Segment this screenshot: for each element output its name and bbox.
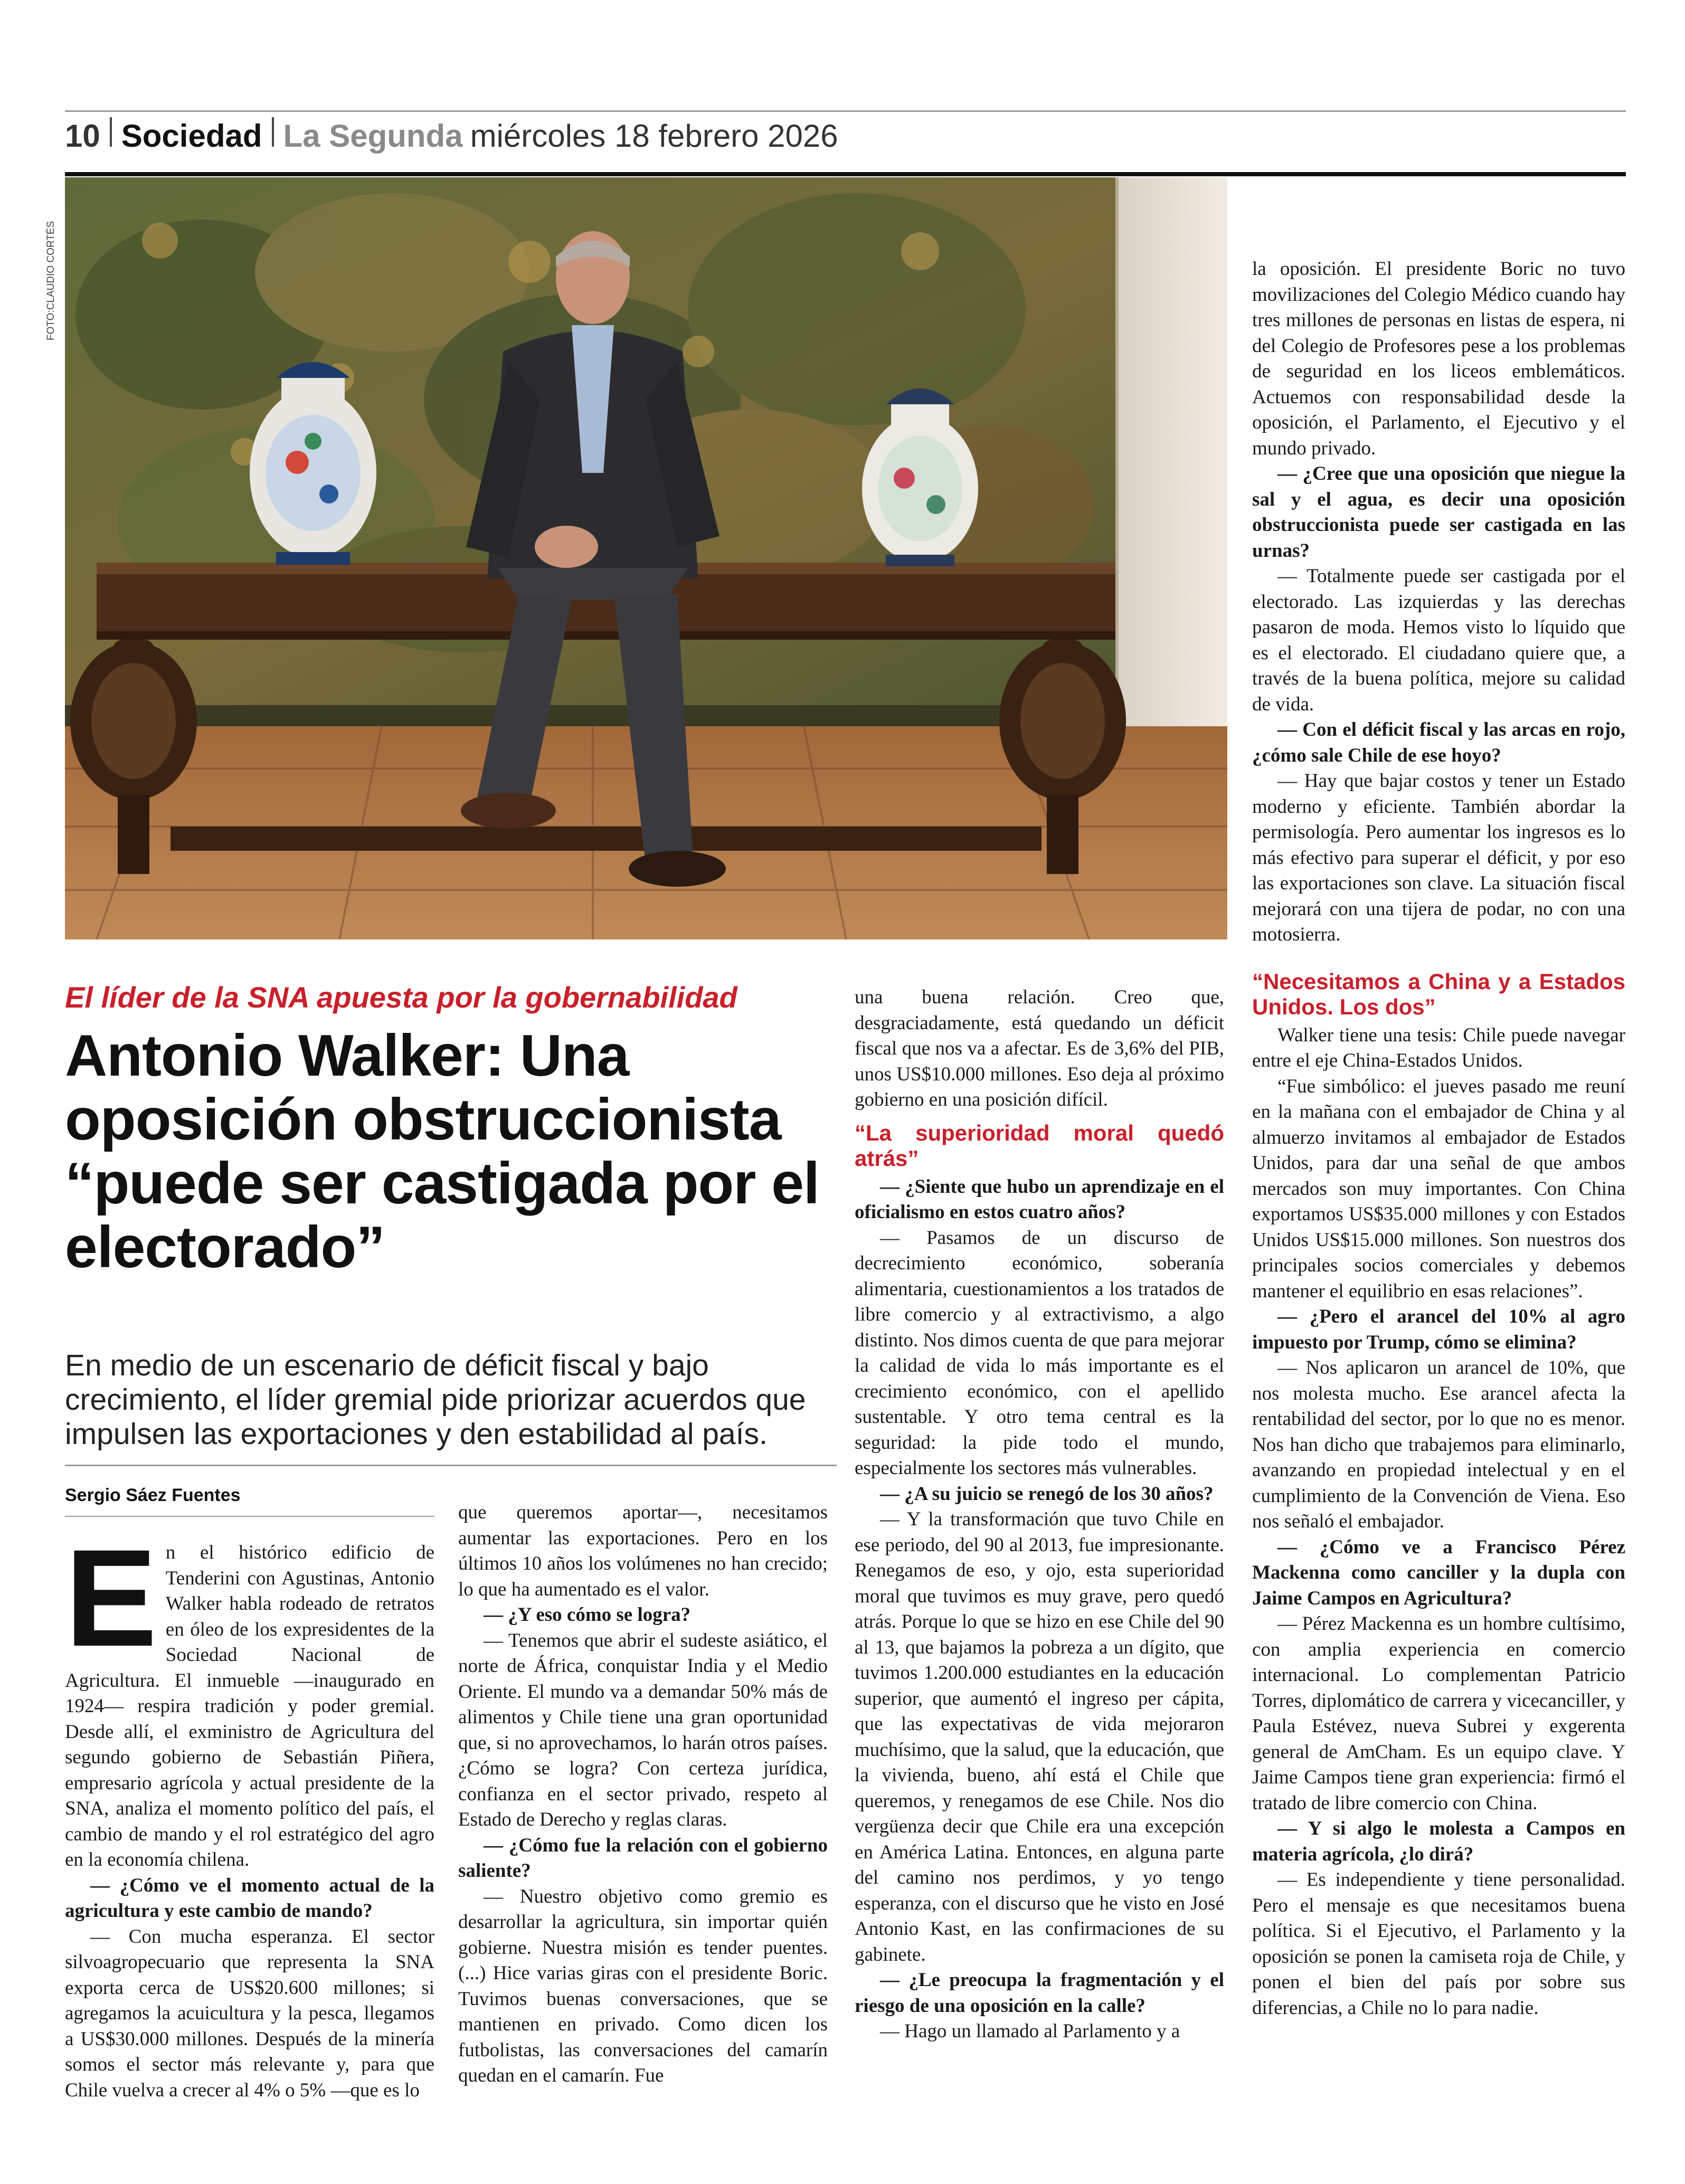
- drop-cap: E: [65, 1521, 157, 1675]
- article-kicker: El líder de la SNA apuesta por la gobernabilidad: [65, 981, 737, 1014]
- section-name: Sociedad: [121, 118, 262, 154]
- intro-text: n el histórico edificio de Tenderini con Agustinas, Antonio Walker habla rodeado de retratos en óleo de los expresidentes de la Sociedad Nacional de Agricultura. El inmueble —inaugurado en 1924— respira tradición y poder gremial. Desde allí, el exministro de Agricultura del segundo gobierno de Sebastián Piñera, empresario agrícola y actual presidente de la SNA, analiza el momento político del país, el cambio de mando y el rol estratégico del agro en la economía chilena.: [65, 1542, 434, 1870]
- deck-rule: [65, 1465, 837, 1466]
- interview-question: — ¿Cómo fue la relación con el gobierno saliente?: [458, 1834, 828, 1882]
- header-top-rule: [65, 110, 1626, 112]
- header-separator: [272, 117, 274, 147]
- issue-date: miércoles 18 febrero 2026: [470, 118, 838, 154]
- header-separator: [110, 117, 112, 147]
- body-paragraph: Walker tiene una tesis: Chile puede navegar entre el eje China-Estados Unidos.: [1252, 1024, 1625, 1071]
- interview-question: — ¿A su juicio se renegó de los 30 años?: [880, 1483, 1214, 1505]
- interview-answer: — Tenemos que abrir el sudeste asiático, el norte de África, conquistar India y el Medio Oriente. El mundo va a demandar 50% más de alimentos y Chile tiene una gran oportunidad que, si no aprovechamos, lo harán otros países. ¿Cómo se logra? Con certeza jurídica, confianza en el sector privado, respeto al Estado de Derecho y reglas claras.: [458, 1629, 828, 1830]
- photo-illustration: [65, 177, 1227, 939]
- interview-answer: — Hay que bajar costos y tener un Estado moderno y eficiente. También abordar la permisología. Pero aumentar los ingresos es lo más efectivo para superar el déficit, y por eso las exportaciones son clave. La situación fiscal mejorará con una tijera de podar, no con una motosierra.: [1252, 770, 1625, 945]
- interview-question: — Y si algo le molesta a Campos en materia agrícola, ¿lo dirá?: [1252, 1818, 1625, 1865]
- interview-question: — ¿Cree que una oposición que niegue la sal y el agua, es decir una oposición obstruccionista puede ser castigada en las urnas?: [1252, 463, 1625, 562]
- interview-question: — Con el déficit fiscal y las arcas en rojo, ¿cómo sale Chile de ese hoyo?: [1252, 719, 1625, 766]
- interview-question: — ¿Pero el arancel del 10% al agro impuesto por Trump, cómo se elimina?: [1252, 1306, 1625, 1353]
- photo-credit: FOTO:CLAUDIO CORTÉS: [45, 221, 56, 340]
- page-number: 10: [65, 118, 100, 154]
- interview-question: — ¿Cómo ve el momento actual de la agricultura y este cambio de mando?: [65, 1874, 434, 1922]
- interview-answer: — Pérez Mackenna es un hombre cultísimo, con amplia experiencia en comercio internacional. Lo complementan Patricio Torres, diplomático de carrera y vicecanciller, y Paula Estévez, nueva Subrei y exgerenta general de AmCham. Es un equipo clave. Y Jaime Campos tiene gran experiencia: firmó el tratado de libre comercio con China.: [1252, 1613, 1625, 1814]
- interview-answer: — Con mucha esperanza. El sector silvoagropecuario que representa la SNA exporta cerca de US$20.600 millones; si agregamos la acuicultura y la pesca, llegamos a US$30.000 millones. Después de la minería somos el sector más relevante y, para que Chile vuelva a crecer al 4% o 5% —que es lo: [65, 1925, 434, 2101]
- interview-answer: — Hago un llamado al Parlamento y a: [880, 2020, 1180, 2042]
- interview-answer: — Totalmente puede ser castigada por el electorado. Las izquierdas y las derechas pasaron de moda. Hemos visto lo líquido que es el electorado. El ciudadano quiere que, a través de la buena política, mejore su calidad de vida.: [1252, 565, 1625, 715]
- interview-answer: — Y la transformación que tuvo Chile en ese periodo, del 90 al 2013, fue impresionante. Renegamos de eso, y ojo, esta superioridad moral que tuvimos es muy grave, pero quedó atrás. Porque lo que se hizo en ese Chile del 90 al 13, que bajamos la pobreza a un dígito, que tuvimos 1.200.000 estudiantes en la educación superior, que aumentó el ingreso per cápita, que las expectativas de vida mejoraron muchísimo, que la salud, que la educación, que la vivienda, bueno, ahí está el Chile que queremos, y renegamos de ese Chile. Nos dio vergüenza decir que Chile era una excepción en América Latina. Entonces, en alguna parte del camino nos perdimos, y yo tengo esperanza, con el discurso que he visto en José Antonio Kast, en las confirmaciones de su gabinete.: [855, 1508, 1224, 1965]
- interview-answer: — Nos aplicaron un arancel de 10%, que nos molesta mucho. Ese arancel afecta la rentabilidad del sector, por lo que no es menor. Nos han dicho que trabajemos para eliminarlo, avanzando en propiedad intelectual y en el cumplimiento de la Convención de Viena. Eso nos señaló el embajador.: [1252, 1357, 1625, 1532]
- interview-question: — ¿Le preocupa la fragmentación y el riesgo de una oposición en la calle?: [855, 1969, 1224, 2017]
- article-deck: En medio de un escenario de déficit fiscal y bajo crecimiento, el líder gremial pide priorizar acuerdos que impulsen las exportaciones y den estabilidad al país.: [65, 1349, 806, 1451]
- page-header: [65, 117, 838, 163]
- interview-answer: una buena relación. Creo que, desgraciadamente, está quedando un déficit fiscal que nos va a afectar. Es de 3,6% del PIB, unos US$10.000 millones. Eso deja al próximo gobierno en una posición difícil.: [855, 986, 1224, 1110]
- interview-answer: — Pasamos de un discurso de decrecimiento económico, soberanía alimentaria, cuestionamientos a los tratados de libre comercio y al extractivismo, a algo distinto. Nos dimos cuenta de que para mejorar la calidad de vida lo más importante es el crecimiento económico, con el apellido sustentable. Y otro tema central es la seguridad: la pide todo el mundo, especialmente los sectores más vulnerables.: [855, 1227, 1224, 1479]
- interview-answer: que queremos aportar—, necesitamos aumentar las exportaciones. Pero en los últimos 10 años los volúmenes no han crecido; lo que ha aumentado es el valor.: [458, 1502, 828, 1600]
- body-paragraph: “Fue simbólico: el jueves pasado me reuní en la mañana con el embajador de China y al almuerzo invitamos al embajador de Estados Unidos, para dar una señal de que ambos mercados son muy importantes. Con China exportamos US$35.000 millones y con Estados Unidos US$15.000 millones. Son nuestros dos principales socios comerciales y debemos mantener el equilibrio en esas relaciones”.: [1252, 1075, 1625, 1302]
- interview-question: — ¿Siente que hubo un aprendizaje en el oficialismo en estos cuatro años?: [855, 1175, 1224, 1223]
- body-paragraph: [65, 1521, 434, 1873]
- article-byline: Sergio Sáez Fuentes: [65, 1485, 241, 1505]
- interview-answer: — Nuestro objetivo como gremio es desarrollar la agricultura, sin importar quién gobierne. Nuestra misión es tender puentes. (...) Hice varias giras con el presidente Boric. Tuvimos buenas conversaciones, que se mantienen en privado. Como dicen los futbolistas, las conversaciones del camarín quedan en el camarín. Fue: [458, 1885, 828, 2086]
- subhead: “La superioridad moral quedó atrás”: [855, 1120, 1224, 1171]
- article-headline: Antonio Walker: Una oposición obstruccionista “puede ser castigada por el electorado”: [65, 1023, 819, 1280]
- text-column-3: [855, 985, 1224, 2045]
- interview-question: — ¿Cómo ve a Francisco Pérez Mackenna como canciller y la dupla con Jaime Campos en Agricultura?: [1252, 1536, 1625, 1609]
- text-column-2: [458, 1500, 828, 2089]
- text-column-4: [1252, 257, 1625, 2021]
- subhead: “Necesitamos a China y a Estados Unidos. Los dos”: [1252, 968, 1625, 1019]
- publication-name: La Segunda: [283, 118, 463, 154]
- byline-rule: [65, 1516, 434, 1517]
- interview-question: — ¿Y eso cómo se logra?: [484, 1604, 691, 1626]
- interview-answer: — Es independiente y tiene personalidad. Pero el mensaje es que necesitamos buena política. Si el Ejecutivo, el Parlamento y la oposición se ponen la camiseta roja de Chile, y ponen el bien del país por sobre sus diferencias, a Chile no lo para nadie.: [1252, 1869, 1625, 2019]
- text-column-1: [65, 1521, 434, 2103]
- interview-answer: la oposición. El presidente Boric no tuvo movilizaciones del Colegio Médico cuando hay tres millones de personas en listas de espera, ni del Colegio de Profesores pese a los problemas de seguridad en los liceos emblemáticos. Actuemos con responsabilidad desde la oposición, el Parlamento, el Ejecutivo y el mundo privado.: [1252, 258, 1625, 459]
- article-photo: [65, 177, 1227, 939]
- header-rule: [65, 172, 1626, 176]
